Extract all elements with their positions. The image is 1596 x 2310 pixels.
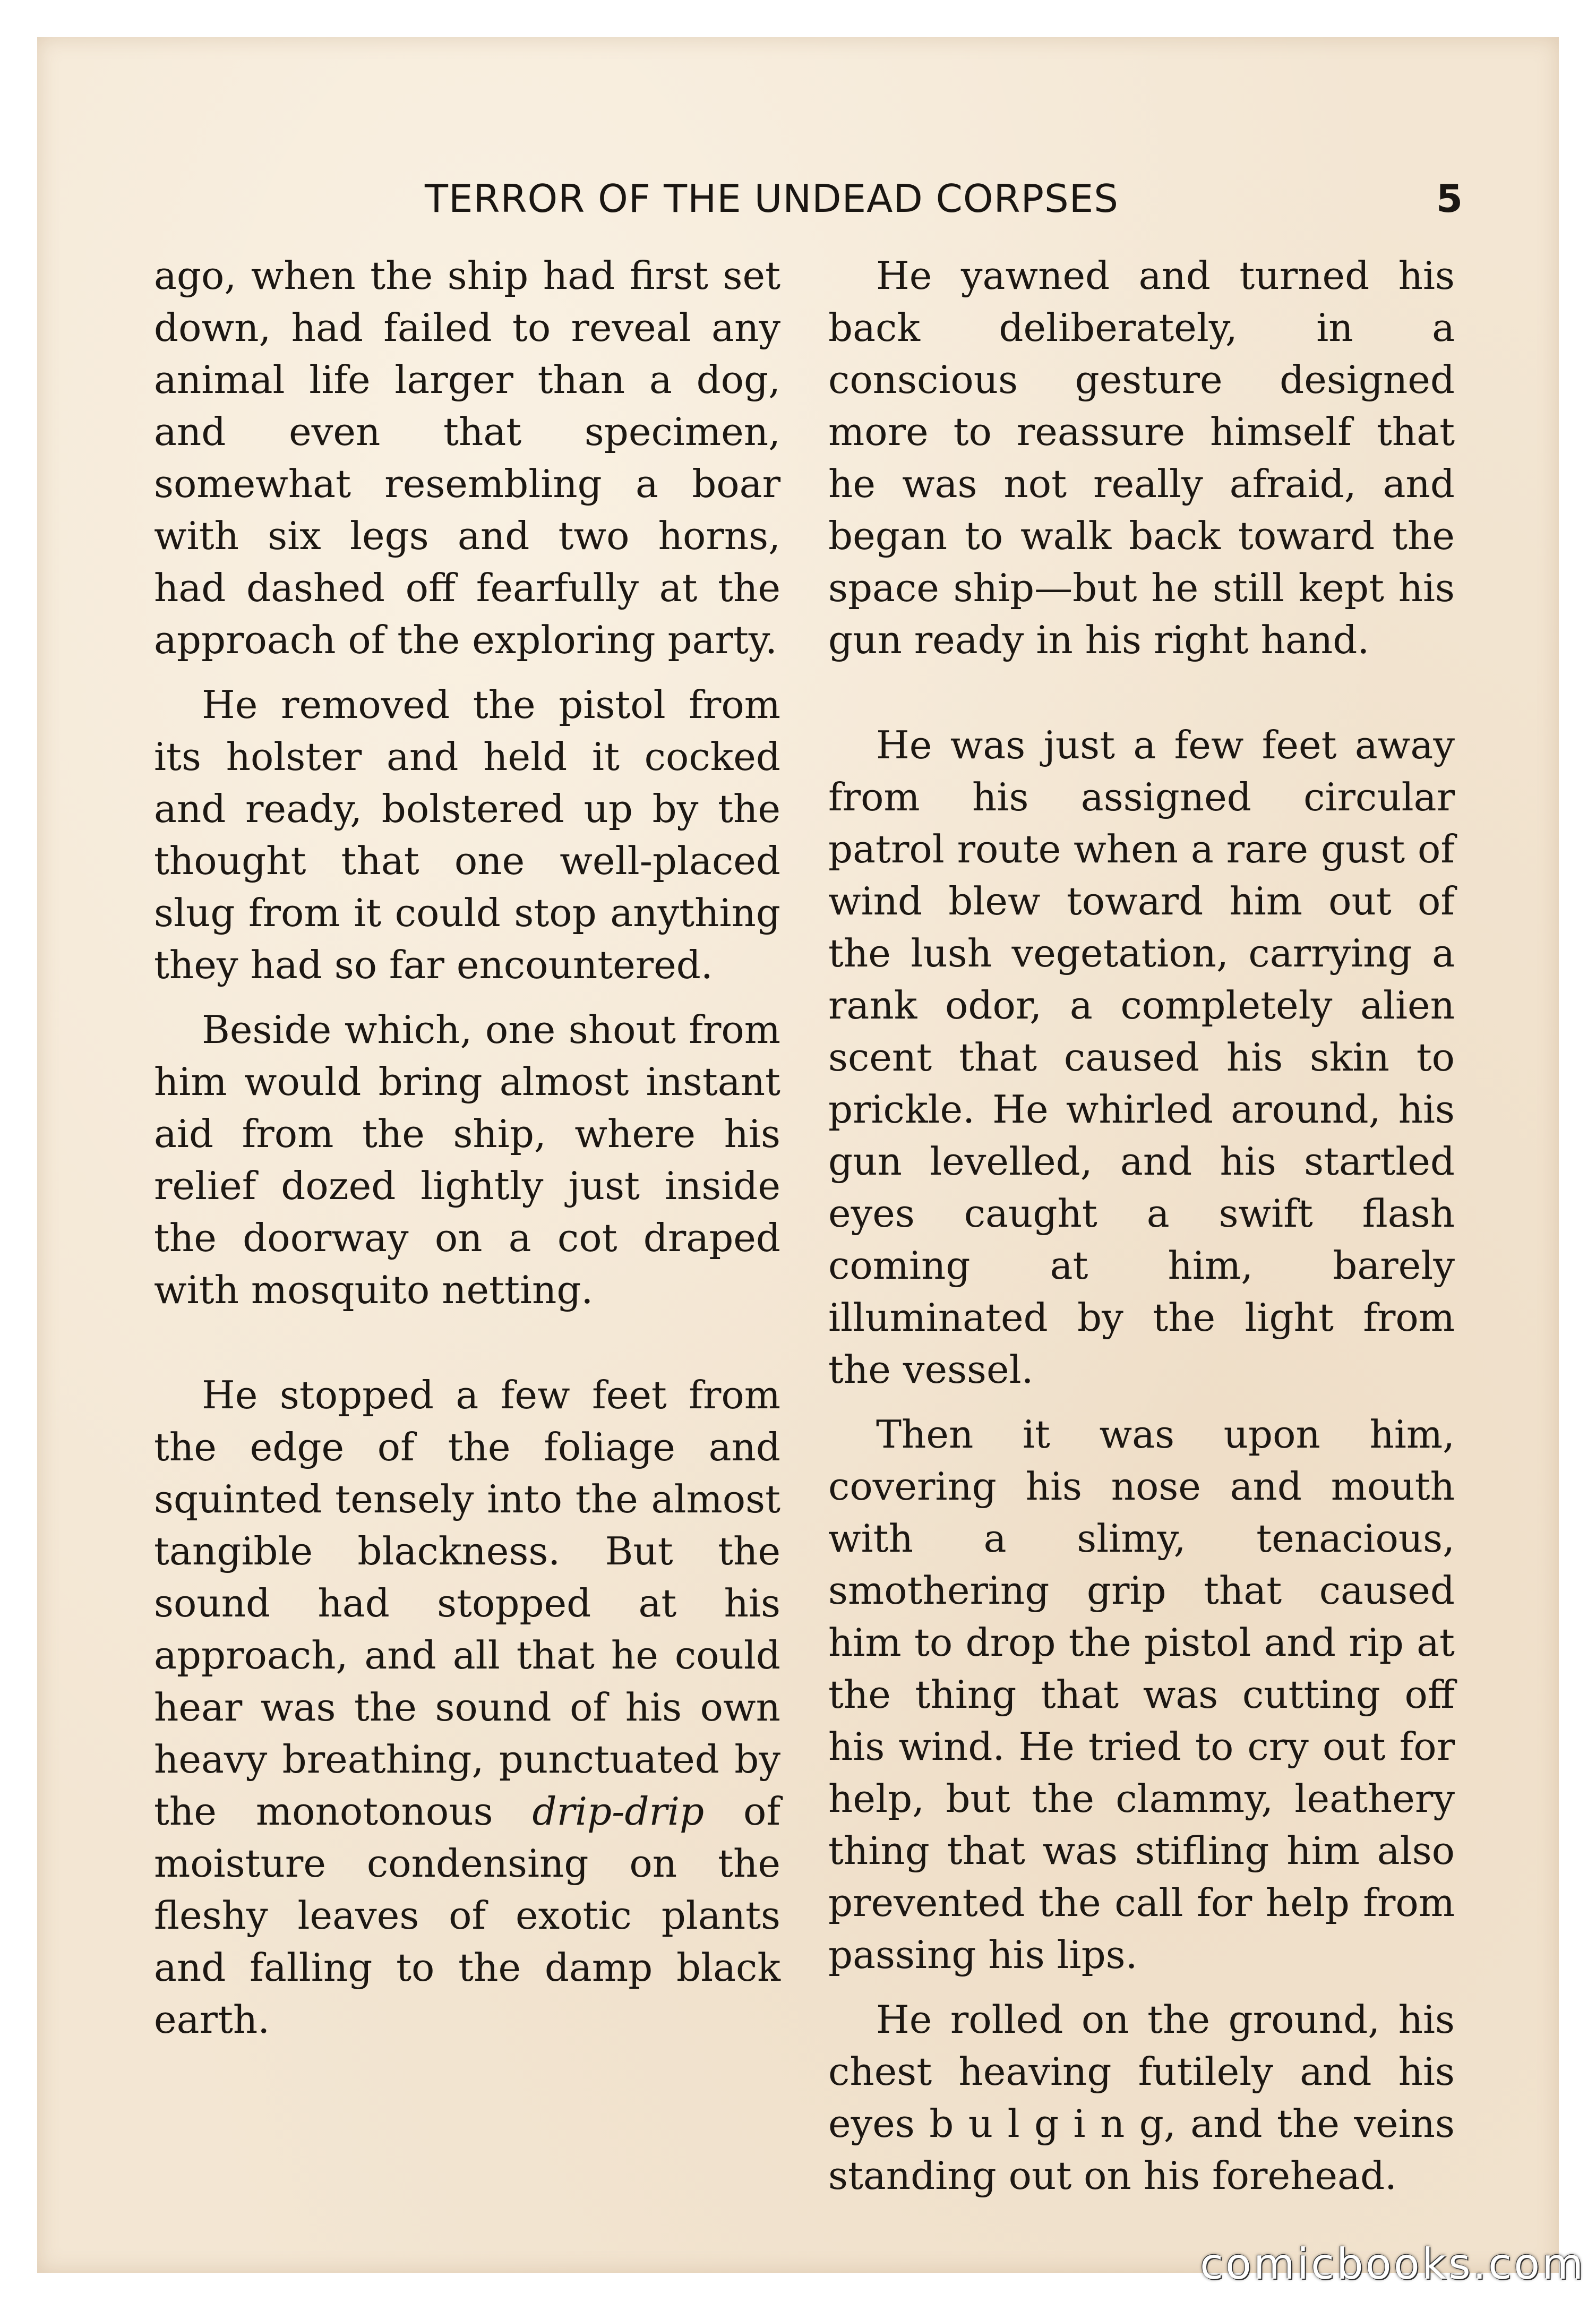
paragraph: He rolled on the ground, his chest heaving futilely and his eyes b u l g i n g, and the veins standing out on his forehead. <box>828 1997 1455 2198</box>
paragraph: Then it was upon him, covering his nose and mouth with a slimy, tenacious, smothering grip that caused him to drop the pistol and rip at the thing that was cutting off his wind. He tried to cry out for help, but the clammy, leathery thing that was stifling him also prevented the call for help from passing his lips. <box>828 1412 1455 1977</box>
paragraph: Beside which, one shout from him would bring almost instant aid from the ship, where his relief dozed lightly just inside the doorway on a cot draped with mosquito netting. <box>154 1007 780 1312</box>
book-page <box>37 37 1559 2273</box>
watermark: comicbooks.com <box>1199 2239 1585 2289</box>
page-number: 5 <box>1436 176 1463 221</box>
running-title: TERROR OF THE UNDEAD CORPSES <box>425 176 1119 221</box>
italic-text: drip-drip <box>532 1789 705 1834</box>
left-column <box>154 250 780 2058</box>
right-column <box>828 250 1455 2214</box>
paragraph-text: He stopped a few feet from the edge of the foliage and squinted tensely into the almost tangible blackness. But the sound had stopped at his approach, and all that he could hear was the sound of his own heavy breathing, punctuated by the monotonous <box>154 1373 780 1834</box>
paragraph: He was just a few feet away from his assigned circular patrol route when a rare gust of wind blew toward him out of the lush vegetation, carrying a rank odor, a completely alien scent that caused his skin to prickle. He whirled around, his gun levelled, and his startled eyes caught a swift flash coming at him, barely illuminated by the light from the vessel. <box>828 723 1455 1392</box>
paragraph-text: of moisture condensing on the fleshy leaves of exotic plants and falling to the damp black earth. <box>154 1789 781 2042</box>
running-header <box>425 176 1463 235</box>
paragraph: ago, when the ship had first set down, had failed to reveal any animal life larger than a dog, and even that specimen, somewhat resembling a boar with six legs and two horns, had dashed off fearfully at the approach of the exploring party. <box>154 253 780 662</box>
paragraph <box>154 1369 780 2046</box>
paragraph: He removed the pistol from its holster and held it cocked and ready, bolstered up by the thought that one well-placed slug from it could stop anything they had so far encountered. <box>154 682 780 987</box>
paragraph: He yawned and turned his back deliberately, in a conscious gesture designed more to reassure himself that he was not really afraid, and began to walk back toward the space ship—but he still kept his gun ready in his right hand. <box>828 253 1455 662</box>
